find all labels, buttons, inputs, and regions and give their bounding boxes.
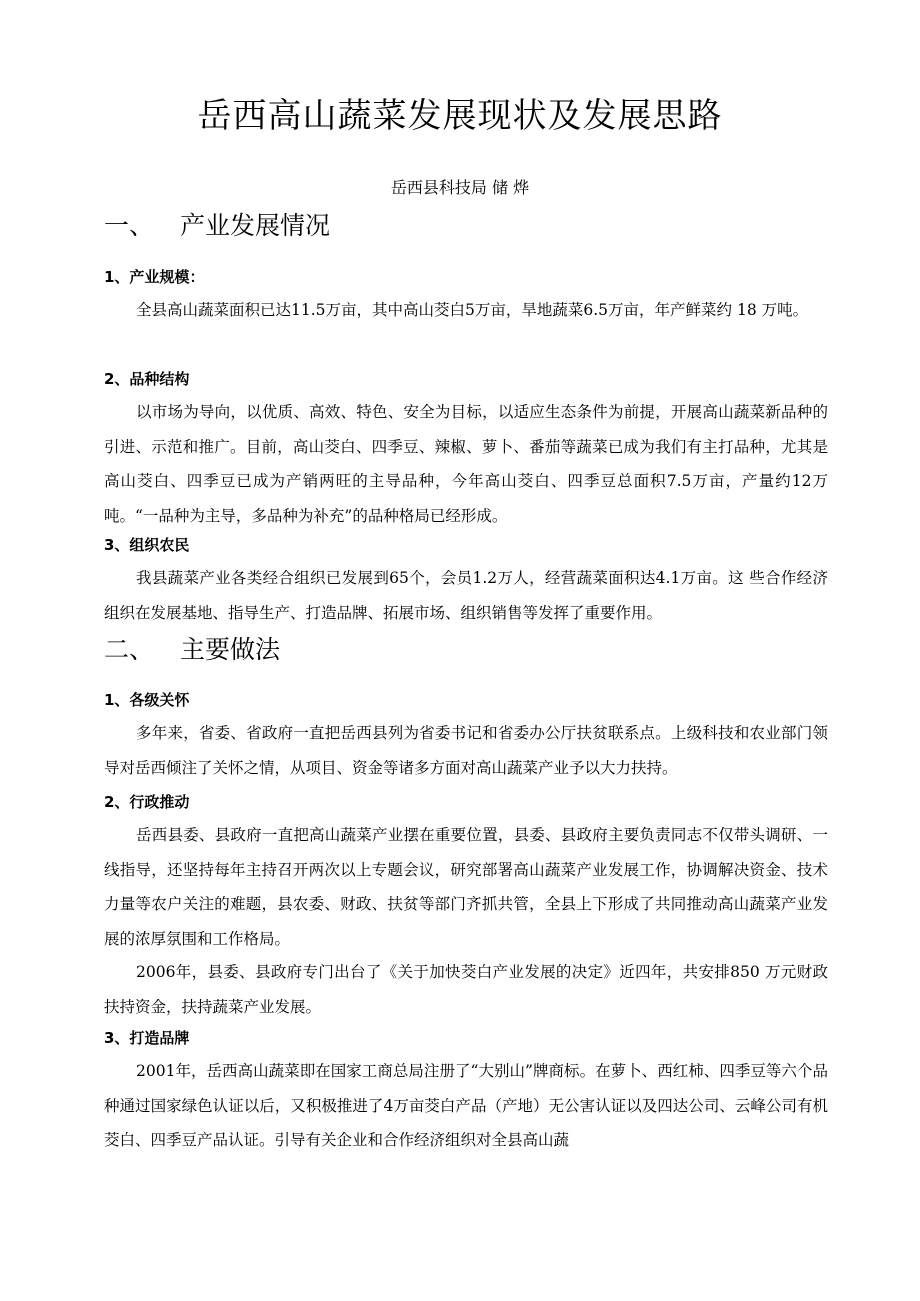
subheading-build-brand: 3、打造品牌	[104, 1029, 190, 1047]
subheading-organize-farmers: 3、组织农民	[104, 536, 190, 554]
subheading-administrative-promotion: 2、行政推动	[104, 793, 190, 811]
paragraph: 我县蔬菜产业各类经合组织已发展到65个，会员1.2万人，经营蔬菜面积达4.1万亩。这 些合作经济组织在发展基地、指导生产、打造品牌、拓展市场、组织销售等发挥了重要作用。	[104, 569, 828, 622]
section-number: 一、	[104, 211, 155, 240]
document-title: 岳西高山蔬菜发展现状及发展思路	[197, 96, 723, 136]
section-title: 产业发展情况	[180, 211, 331, 240]
section-number: 二、	[104, 635, 155, 664]
paragraph: 岳西县委、县政府一直把高山蔬菜产业摆在重要位置，县委、县政府主要负责同志不仅带头调研、一线指导，还坚持每年主持召开两次以上专题会议，研究部署高山蔬菜产业发展工作，协调解决资金、技术力量等农户关注的难题，县农委、财政、扶贫等部门齐抓共管，全县上下形成了共同推动高山蔬菜产业发展的浓厚氛围和工作格局。	[104, 826, 828, 948]
section-title: 主要做法	[180, 635, 281, 664]
paragraph: 以市场为导向，以优质、高效、特色、安全为目标，以适应生态条件为前提，开展高山蔬菜新品种的引进、示范和推广。目前，高山茭白、四季豆、辣椒、萝卜、番茄等蔬菜已成为我们有主打品种，尤其是高山茭白、四季豆已成为产销两旺的主导品种，今年高山茭白、四季豆总面积7.5万亩，产量约12万吨。“一品种为主导，多品种为补充”的品种格局已经形成。	[104, 403, 828, 525]
subheading-industry-scale: 1、产业规模：	[104, 268, 205, 286]
author-line: 岳西县科技局 储 烨	[390, 178, 530, 197]
section-heading-1	[104, 210, 330, 242]
subheading-care-at-all-levels: 1、各级关怀	[104, 691, 190, 709]
paragraph: 2001年，岳西高山蔬菜即在国家工商总局注册了“大别山”牌商标。在萝卜、西红柿、四季豆等六个品种通过国家绿色认证以后，又积极推进了4万亩茭白产品（产地）无公害认证以及四达公司、云峰公司有机茭白、四季豆产品认证。引导有关企业和合作经济组织对全县高山蔬	[104, 1062, 828, 1149]
paragraph: 全县高山蔬菜面积已达11.5万亩，其中高山茭白5万亩，旱地蔬菜6.5万亩，年产鲜菜约 18 万吨。	[136, 301, 809, 319]
paragraph: 多年来，省委、省政府一直把岳西县列为省委书记和省委办公厅扶贫联系点。上级科技和农业部门领导对岳西倾注了关怀之情，从项目、资金等诸多方面对高山蔬菜产业予以大力扶持。	[104, 724, 828, 777]
paragraph: 2006年，县委、县政府专门出台了《关于加快茭白产业发展的决定》近四年，共安排850 万元财政扶持资金，扶持蔬菜产业发展。	[104, 963, 828, 1016]
section-heading-2	[104, 634, 280, 666]
subheading-variety-structure: 2、品种结构	[104, 370, 190, 388]
